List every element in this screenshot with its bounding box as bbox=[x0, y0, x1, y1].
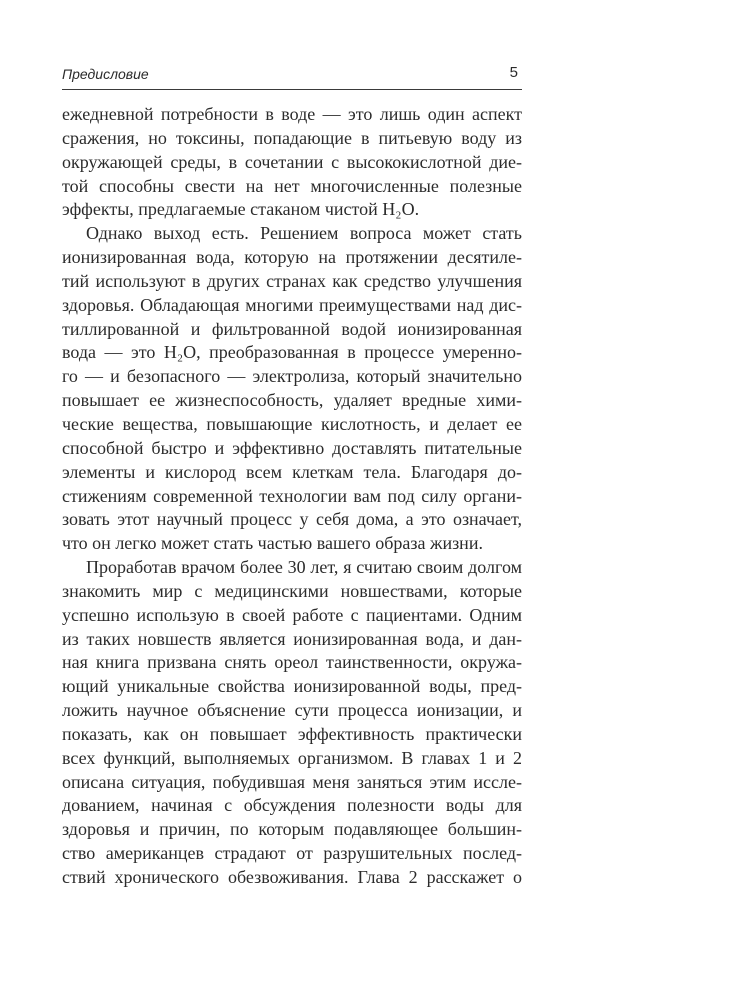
paragraph-1 bbox=[62, 103, 522, 222]
header-divider bbox=[62, 89, 522, 90]
text-line: ионизированная вода, которую на протяжении десятиле- bbox=[62, 247, 522, 268]
section-title: Предисловие bbox=[62, 66, 149, 82]
text-line: показать, как он повышает эффективность практически bbox=[62, 723, 522, 744]
text-line: что он легко может стать частью вашего образа жизни. bbox=[62, 533, 483, 554]
text-line: ствий хронического обезвоживания. Глава 2 расскажет о bbox=[62, 867, 522, 887]
text-line: повышает ее жизнеспособность, удаляет вредные хими- bbox=[62, 390, 522, 411]
paragraph-3 bbox=[62, 556, 522, 890]
text-line: ющий уникальные свойства ионизированной воды, пред- bbox=[62, 676, 522, 697]
text-line: описана ситуация, побудившая меня заняться этим иссле- bbox=[62, 771, 522, 792]
text-line: способной быстро и эффективно доставлять питательные bbox=[62, 437, 522, 458]
text-line: тий используют в других странах как средство улучшения bbox=[62, 270, 522, 291]
running-head bbox=[62, 64, 522, 88]
text-line: стижениям современной технологии вам под силу органи- bbox=[62, 485, 522, 506]
text-line: дованием, начиная с обсуждения полезности воды для bbox=[62, 795, 522, 816]
text-line: ство американцев страдают от разрушительных послед- bbox=[62, 843, 522, 864]
text-line: здоровья. Обладающая многими преимуществами над дис- bbox=[62, 294, 522, 315]
text-line: сражения, но токсины, попадающие в питьевую воду из bbox=[62, 127, 522, 148]
text-line: из таких новшеств является ионизированная вода, и дан- bbox=[62, 628, 522, 649]
text-line: успешно использую в своей работе с пациентами. Одним bbox=[62, 604, 522, 625]
text-line: эффекты, предлагаемые стаканом чистой H₂O. bbox=[62, 199, 420, 220]
text-line: здоровья и причин, по которым подавляющее большин- bbox=[62, 819, 522, 840]
text-line: элементы и кислород всем клеткам тела. Благодаря до- bbox=[62, 461, 522, 482]
text-line: Проработав врачом более 30 лет, я считаю своим долгом bbox=[86, 557, 522, 578]
text-line: ежедневной потребности в воде — это лишь один аспект bbox=[62, 104, 522, 124]
text-line: ложить научное объяснение сути процесса ионизации, и bbox=[62, 700, 522, 721]
text-line: го — и безопасного — электролиза, который значительно bbox=[62, 366, 522, 387]
body-text bbox=[62, 103, 522, 890]
text-line: Однако выход есть. Решением вопроса может стать bbox=[86, 223, 522, 244]
page-number: 5 bbox=[509, 64, 518, 81]
text-line: зовать этот научный процесс у себя дома, а это означает, bbox=[62, 509, 522, 530]
text-line: знакомить мир с медицинскими новшествами, которые bbox=[62, 580, 522, 601]
paragraph-2 bbox=[62, 222, 522, 556]
text-line: ческие вещества, повышающие кислотность, и делает ее bbox=[62, 413, 522, 434]
text-line: тиллированной и фильтрованной водой ионизированная bbox=[62, 318, 522, 339]
text-line: вода — это H₂O, преобразованная в процессе умеренно- bbox=[62, 342, 522, 363]
text-line: той способны свести на нет многочисленные полезные bbox=[62, 175, 522, 196]
text-line: всех функций, выполняемых организмом. В главах 1 и 2 bbox=[62, 747, 522, 768]
text-line: ная книга призвана снять ореол таинственности, окружа- bbox=[62, 652, 522, 673]
text-line: окружающей среды, в сочетании с высококислотной дие- bbox=[62, 151, 522, 172]
